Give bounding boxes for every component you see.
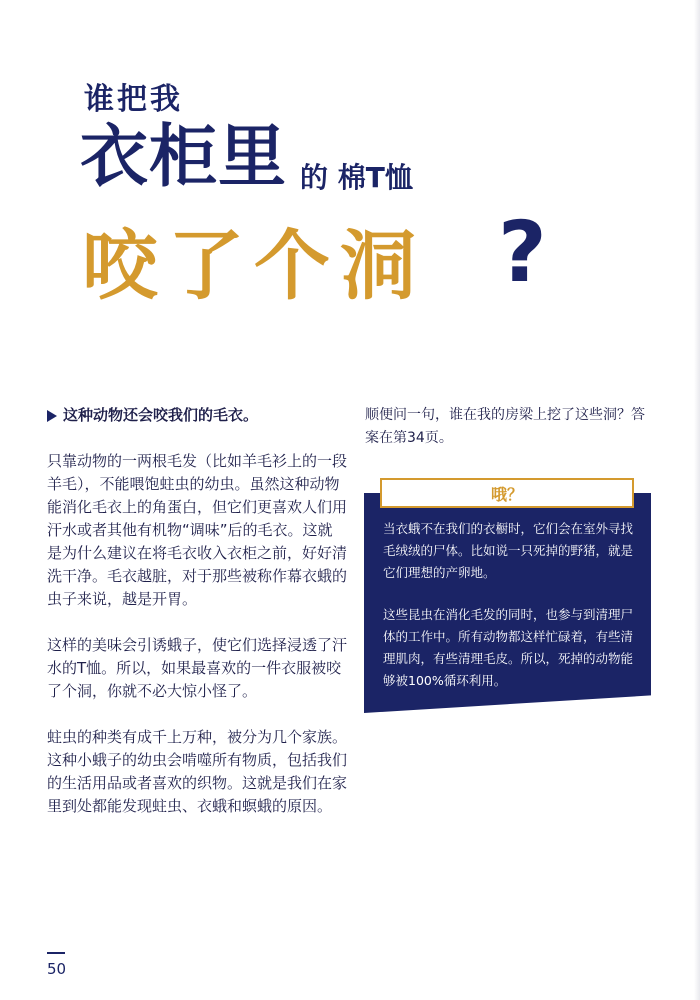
page-edge-shadow — [694, 0, 700, 1000]
title-question-mark: ? — [498, 203, 547, 301]
lead-heading — [47, 404, 347, 427]
left-column — [47, 404, 347, 841]
right-column — [365, 404, 655, 450]
footer-rule — [47, 952, 65, 954]
info-box-body — [383, 518, 639, 712]
info-box-paragraph-1: 当衣蛾不在我们的衣橱时，它们会在室外寻找毛绒绒的尸体。比如说一只死掉的野猪，就是它们理想的产卵地。 — [383, 521, 634, 580]
page-number: 50 — [47, 960, 67, 978]
title-line-1: 谁把我 — [84, 82, 183, 117]
info-box-paragraph-2: 这些昆虫在消化毛发的同时，也参与到清理尸体的工作中。所有动物都这样忙碌着，有些清理肌肉，有些清理毛皮。所以，死掉的动物能够被100%循环利用。 — [383, 607, 634, 688]
question-paragraph: 顺便问一句，谁在我的房梁上挖了这些洞？答案在第34页。 — [365, 407, 645, 446]
info-box-title: 哦？ — [380, 478, 634, 508]
title-line-2-small: 的 棉T恤 — [300, 161, 413, 194]
title-line-3: 咬了个洞 — [82, 221, 426, 310]
body-paragraph-1: 只靠动物的一两根毛发（比如羊毛衫上的一段羊毛），不能喂饱蛀虫的幼虫。虽然这种动物能消化毛衣上的角蛋白，但它们更喜欢人们用汗水或者其他有机物“调味”后的毛衣。这就是为什么建议在将毛衣收入衣柜之前，好好清洗干净。毛衣越脏，对于那些被称作幕衣蛾的虫子来说，越是开胃。 — [47, 452, 348, 608]
body-paragraph-3: 蛀虫的种类有成千上万种，被分为几个家族。这种小蛾子的幼虫会啃噬所有物质，包括我们的生活用品或者喜欢的织物。这就是我们在家里到处都能发现蛀虫、衣蛾和螟蛾的原因。 — [47, 728, 348, 815]
lead-heading-text: 这种动物还会咬我们的毛衣。 — [63, 406, 259, 424]
play-triangle-icon — [47, 410, 57, 422]
title-line-2-large: 衣柜里 — [80, 118, 288, 197]
body-paragraph-2: 这样的美味会引诱蛾子，使它们选择浸透了汗水的T恤。所以，如果最喜欢的一件衣服被咬了个洞，你就不必大惊小怪了。 — [47, 636, 348, 700]
